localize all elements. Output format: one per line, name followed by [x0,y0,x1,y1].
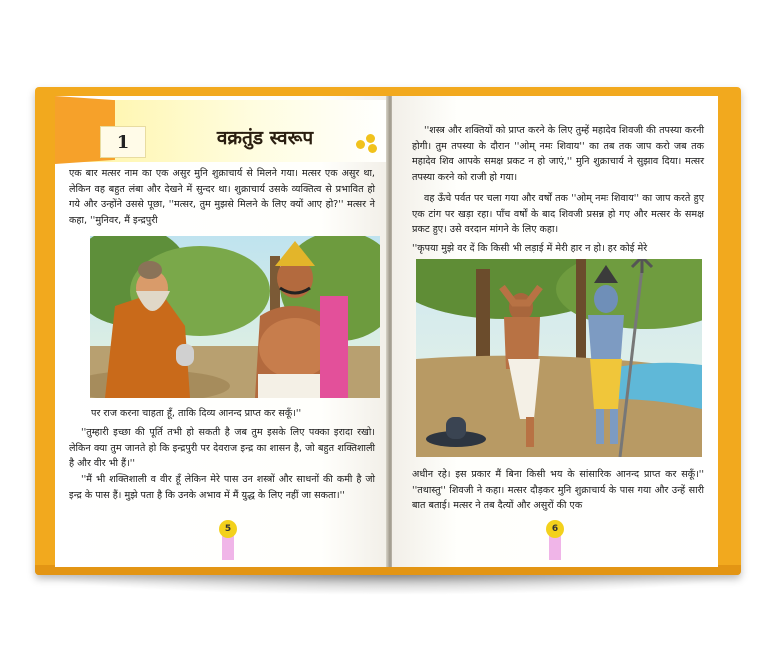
left-paragraph-top: एक बार मत्सर नाम का एक असुर मुनि शुक्राचार्य से मिलने गया। मत्सर एक असुर था, लेकिन वह बहुत लंबा और देखने में सुन्दर था। शुक्राचार्य उसके व्यक्तित्व से प्रभावित हो गये और उन्होंने उससे पूछा, ''मत्सर, तुम मुझसे मिलने के लिए क्यों आए हो?'' मत्सर ने कहा, ''मुनिवर, मैं इन्द्रपुरी [69,168,375,226]
right-paragraph-3: ''कृपया मुझे वर दें कि किसी भी लड़ाई में मेरी हार न हो। हर कोई मेरे [412,243,648,254]
page-number: 6 [546,520,564,538]
left-page [55,96,388,567]
illustration-shiva-and-matsar [416,259,702,457]
left-paragraph-2: ''तुम्हारी इच्छा की पूर्ति तभी हो सकती है जब तुम इसके लिए पक्का इरादा रखो। लेकिन क्या तुम जानते हो कि इन्द्रपुरी पर देवराज इन्द्र का शासन है, जो बहुत शक्तिशाली है और वीर भी हैं।'' [69,427,375,470]
left-paragraph-after-image: पर राज करना चाहता हूँ, ताकि दिव्य आनन्द प्राप्त कर सकूँ।'' [91,408,302,419]
chapter-number: 1 [100,126,146,158]
right-paragraph-2: वह ऊँचे पर्वत पर चला गया और वर्षों तक ''ओम् नमः शिवाय'' का जाप करते हुए एक टांग पर खड़ा रहा। पाँच वर्षों के बाद शिवजी प्रसन्न हो गए और मत्सर के समक्ष प्रकट हुए। उसे वरदान मांगने के लिए कहा। [412,193,704,236]
right-paragraph-1: ''शस्त्र और शक्तियों को प्राप्त करने के लिए तुम्हें महादेव शिवजी की तपस्या करनी होगी। तुम तपस्या के दौरान ''ओम् नमः शिवाय'' का तब तक जाप करो जब तक महादेव शिव आपके समक्ष प्रकट न हो जाएं,'' मुनि शुक्राचार्य ने सुझाव दिया। मत्सर तपस्या करने को राजी हो गया। [412,125,704,183]
illustration-sage-and-demon [90,236,380,398]
chapter-title: वक्रतुंड स्वरूप [216,127,314,149]
left-paragraph-3: ''मैं भी शक्तिशाली व वीर हूँ लेकिन मेरे पास उन शस्त्रों और साधनों की कमी है जो इन्द्र के पास हैं। मुझे पता है कि उनके अभाव में मैं युद्ध के लिए नहीं जा सकता।'' [69,474,375,501]
page-number: 5 [219,520,237,538]
right-paragraph-after-image: अधीन रहे। इस प्रकार मैं बिना किसी भय के सांसारिक आनन्द प्राप्त कर सकूँ।'' ''तथास्तु'' शिवजी ने कहा। मत्सर दौड़कर मुनि शुक्राचार्य के पास गया और उन्हें सारी बात बताई। मत्सर ने तब दैत्यों और असुरों की एक [412,469,704,512]
right-page [392,96,718,567]
decorative-dots-icon [354,130,386,154]
